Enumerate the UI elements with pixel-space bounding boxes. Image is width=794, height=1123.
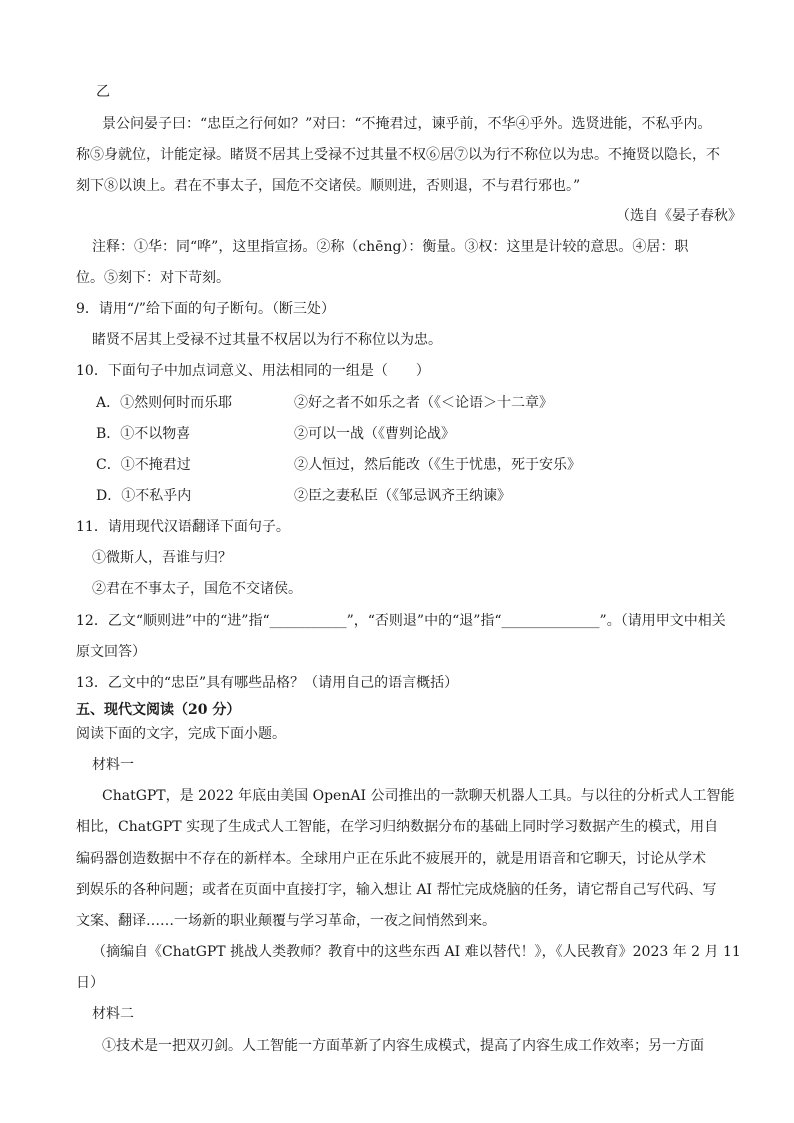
question-10-stem: 10．下面句子中加点词意义、用法相同的一组是（ ）	[76, 363, 430, 379]
material-1-label: 材料一	[92, 757, 134, 773]
question-13-stem: 13．乙文中的“忠臣”具有哪些品格？（请用自己的语言概括）	[76, 675, 459, 691]
option-a-first: A．①然则何时而乐耶	[96, 395, 233, 411]
notes-line-2: 位。⑤刻下：对下苛刻。	[76, 270, 230, 286]
option-c-second: ②人恒过，然后能改（《生于忧患，死于安乐》	[294, 457, 581, 473]
material-1-source-line-2: 日）	[76, 975, 104, 991]
option-d-second: ②臣之妻私臣（《邹忌讽齐王纳谏》	[294, 488, 511, 504]
question-11-stem: 11．请用现代汉语翻译下面句子。	[76, 519, 290, 535]
notes-line-1: 注释：①华：同“哗”，这里指宣扬。②称（chēng）：衡量。③权：这里是计较的意思。④居：职	[92, 239, 689, 255]
material-2-line-1: ①技术是一把双刃剑。人工智能一方面革新了内容生成模式，提高了内容生成工作效率；另一方面	[102, 1038, 704, 1054]
material-1-line-1: ChatGPT，是 2022 年底由美国 OpenAI 公司推出的一款聊天机器人工具。与以往的分析式人工智能	[102, 788, 735, 804]
material-1-line-5: 文案、翻译……一场新的职业颠覆与学习革命，一夜之间悄然到来。	[76, 913, 496, 929]
passage-yi-source: （选自《晏子春秋》	[616, 208, 742, 224]
option-d-first: D．①不私乎内	[96, 488, 192, 504]
section-5-instruction: 阅读下面的文字，完成下面小题。	[76, 726, 286, 742]
material-2-label: 材料二	[92, 1006, 134, 1022]
material-1-line-3: 编码器创造数据中不存在的新样本。全球用户正在乐此不疲展开的，就是用语音和它聊天，讨论从学术	[76, 851, 706, 867]
question-11-item-1: ①微斯人，吾谁与归？	[92, 550, 232, 566]
option-a-second: ②好之者不如乐之者（《＜论语＞十二章》	[294, 395, 553, 411]
question-9-stem: 9．请用“/”给下面的句子断句。（断三处）	[76, 301, 335, 317]
question-12-line-1: 12．乙文“顺则进”中的“进”指“___________”，“否则退”中的“退”指“______________”。（请用甲文中相关	[76, 613, 726, 629]
question-11-item-2: ②君在不事太子，国危不交诸侯。	[92, 581, 302, 597]
question-9-sentence: 睹贤不居其上受禄不过其量不权居以为行不称位以为忠。	[92, 332, 442, 348]
material-1-line-4: 到娱乐的各种问题；或者在页面中直接打字，输入想让 AI 帮忙完成烧脑的任务，请它帮自己写代码、写	[76, 882, 717, 898]
passage-yi-line-2: 称⑤身就位，计能定禄。睹贤不居其上受禄不过其量不权⑥居⑦以为行不称位以为忠。不掩贤以隐长，不	[76, 147, 720, 163]
option-b-first: B．①不以物喜	[96, 426, 191, 442]
material-1-line-2: 相比，ChatGPT 实现了生成式人工智能，在学习归纳数据分布的基础上同时学习数据产生的模式，用自	[76, 819, 719, 835]
passage-yi-line-3: 刻下⑧以谀上。君在不事太子，国危不交诸侯。顺则进，否则退，不与君行邪也。”	[76, 178, 581, 194]
passage-yi-label: 乙	[96, 84, 110, 100]
question-12-line-2: 原文回答）	[76, 644, 146, 660]
option-b-second: ②可以一战（《曹刿论战》	[294, 426, 455, 442]
section-5-title: 五、现代文阅读（20 分）	[76, 702, 241, 718]
material-1-source-line-1: （摘编自《ChatGPT 挑战人类教师？教育中的这些东西 AI 难以替代！》，《人民教育》2023 年 2 月 11	[92, 944, 741, 960]
option-c-first: C．①不掩君过	[96, 457, 191, 473]
passage-yi-line-1: 景公问晏子曰：“忠臣之行何如？”对曰：“不掩君过，谏乎前，不华④乎外。选贤进能，不私乎内。	[102, 116, 712, 132]
